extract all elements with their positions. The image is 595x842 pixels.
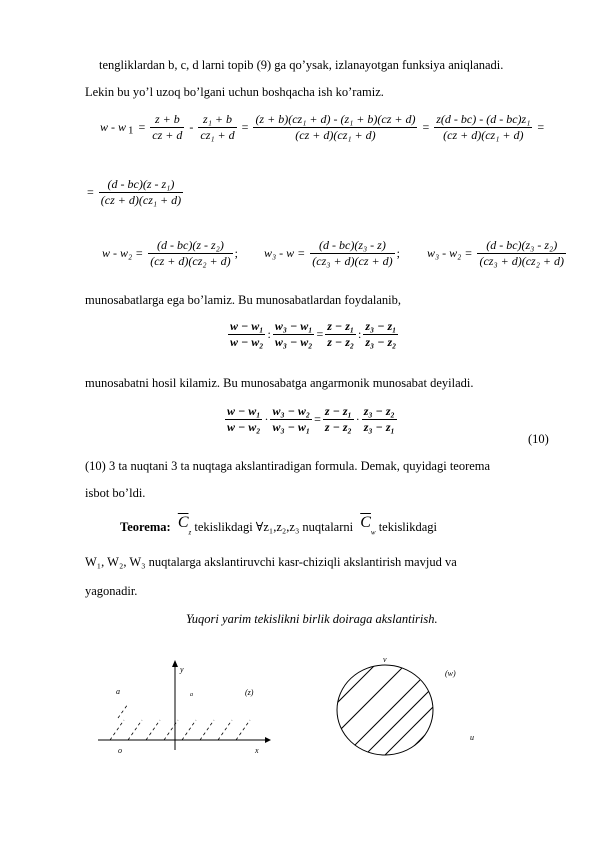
a-point-label: a [190, 692, 193, 698]
paragraph-line: W₁, W₂, W₃ nuqtalarga akslantiruvchi kasr-chiziqli akslantirish mavjud va [85, 555, 457, 569]
equation-number: (10) [528, 432, 549, 446]
equation-relation-b: w₃ - w = $\frac{\text{(d - bc)(z₃ - z)}}{\text{(cz₃ + d)(cz + d)}}$ ; [264, 238, 400, 268]
y-label: y [180, 665, 184, 674]
equation-w-minus-w1: w - w $_1$ = $\frac{z + b}{cz + d}$ - $\frac{\text{z₁ + b}}{\text{cz₁ + d}}$ = $\frac{\text{(z + b)(cz₁ + d) - (z₁ + b)(cz + d)}}{\text{(cz + d)(cz₁ + d)}}$ = $\frac{\text{z(d - bc) - (d - bc)z₁}}{\text{(cz + d)(cz₁ + d)}}$ = [100, 112, 545, 142]
paragraph-line: isbot bo’ldi. [85, 486, 146, 500]
complex-plane-z: $\overline{C}$ [177, 514, 189, 531]
equation-cross-ratio: $\frac{\text{w − w₁}}{\text{w − w₂}}$ : $\frac{\text{w₃ − w₁}}{\text{w₃ − w₂}}$ = $\frac{\text{z − z₁}}{\text{z − z₂}}$ : $\frac{\text{z₃ − z₁}}{\text{z₃ − z₂}}$ [230, 319, 397, 349]
eq-lhs-sub: 1 [128, 124, 134, 137]
paragraph-line: munosabatlarga ega bo’lamiz. Bu munosabatlardan foydalanib, [85, 293, 401, 307]
fraction: $\frac{\text{(z + b)(cz₁ + d) - (z₁ + b)(cz + d)}}{\text{(cz + d)(cz₁ + d)}}$ [255, 112, 416, 142]
z-label: (z) [245, 688, 254, 697]
eq-lhs: w - w [100, 120, 127, 134]
paragraph-line: munosabatni hosil kilamiz. Bu munosabatga angarmonik munosabat deyiladi. [85, 376, 474, 390]
equation-result: = $\frac{\text{(d - bc)(z - z₁)}}{\text{(cz + d)(cz₁ + d)}}$ [87, 177, 182, 207]
theorem-text: tekislikdagi [378, 520, 438, 534]
fraction: $\frac{\text{z(d - bc) - (d - bc)z₁}}{\text{(cz + d)(cz₁ + d)}}$ [436, 112, 531, 142]
disk-hatching [330, 650, 455, 765]
origin-label: o [118, 746, 122, 755]
fraction: $\frac{\text{(d - bc)(z - z₁)}}{\text{(cz + d)(cz₁ + d)}}$ [100, 177, 182, 207]
w-label: (w) [445, 669, 456, 678]
fraction: $\frac{z + b}{cz + d}$ [152, 112, 183, 142]
theorem-line: Teorema: $\overline{C}_z$ tekislikdagi ∀z₁,z₂,z₃ nuqtalarni $\overline{C}_w$ tekislikdagi [120, 514, 438, 537]
paragraph-line: Lekin bu yo’l uzoq bo’lgani uchun boshqacha ish ko’ramiz. [85, 85, 384, 99]
minus-sign: - [189, 120, 194, 134]
x-axis-arrow [265, 737, 271, 743]
y-axis-arrow [172, 660, 178, 667]
paragraph-line: (10) 3 ta nuqtani 3 ta nuqtaga akslantiradigan formula. Demak, quyidagi teorema [85, 459, 491, 473]
v-label: v [383, 655, 387, 664]
x-label: x [255, 746, 259, 755]
equation-relation-a: w - w₂ = $\frac{\text{(d - bc)(z - z₂)}}{\text{(cz + d)(cz₂ + d)}}$ ; [102, 238, 238, 268]
upper-half-plane-figure [90, 650, 280, 765]
unit-disk-figure [330, 650, 500, 765]
equation-10: $\frac{\text{w − w₁}}{\text{w − w₂}}$ · $\frac{\text{w₃ − w₂}}{\text{w₃ − w₁}}$ = $\frac{\text{z − z₁}}{\text{z − z₂}}$ · $\frac{\text{z₃ − z₂}}{\text{z₃ − z₁}}$ [227, 404, 395, 434]
paragraph-line: tengliklardan b, c, d larni topib (9) ga qo’ysak, izlanayotgan funksiya aniqlanadi. [99, 58, 504, 72]
theorem-text: tekislikdagi ∀z₁,z₂,z₃ nuqtalarni [194, 520, 354, 534]
complex-plane-w: $\overline{C}$ [360, 514, 371, 531]
fraction: $\frac{\text{z₁ + b}}{\text{cz₁ + d}}$ [200, 112, 235, 142]
equation-relation-c: w₃ - w₂ = $\frac{\text{(d - bc)(z₃ - z₂)}}{\text{(cz₃ + d)(cz₂ + d)}}$ [427, 238, 564, 268]
a-label: a [116, 687, 120, 696]
hatching [110, 704, 250, 740]
u-label: u [470, 733, 474, 742]
paragraph-line: yagonadir. [85, 584, 138, 598]
theorem-label: Teorema: [120, 520, 171, 534]
equals-sign: = [537, 120, 545, 134]
figure-caption: Yuqori yarim tekislikni birlik doiraga akslantirish. [186, 612, 438, 626]
